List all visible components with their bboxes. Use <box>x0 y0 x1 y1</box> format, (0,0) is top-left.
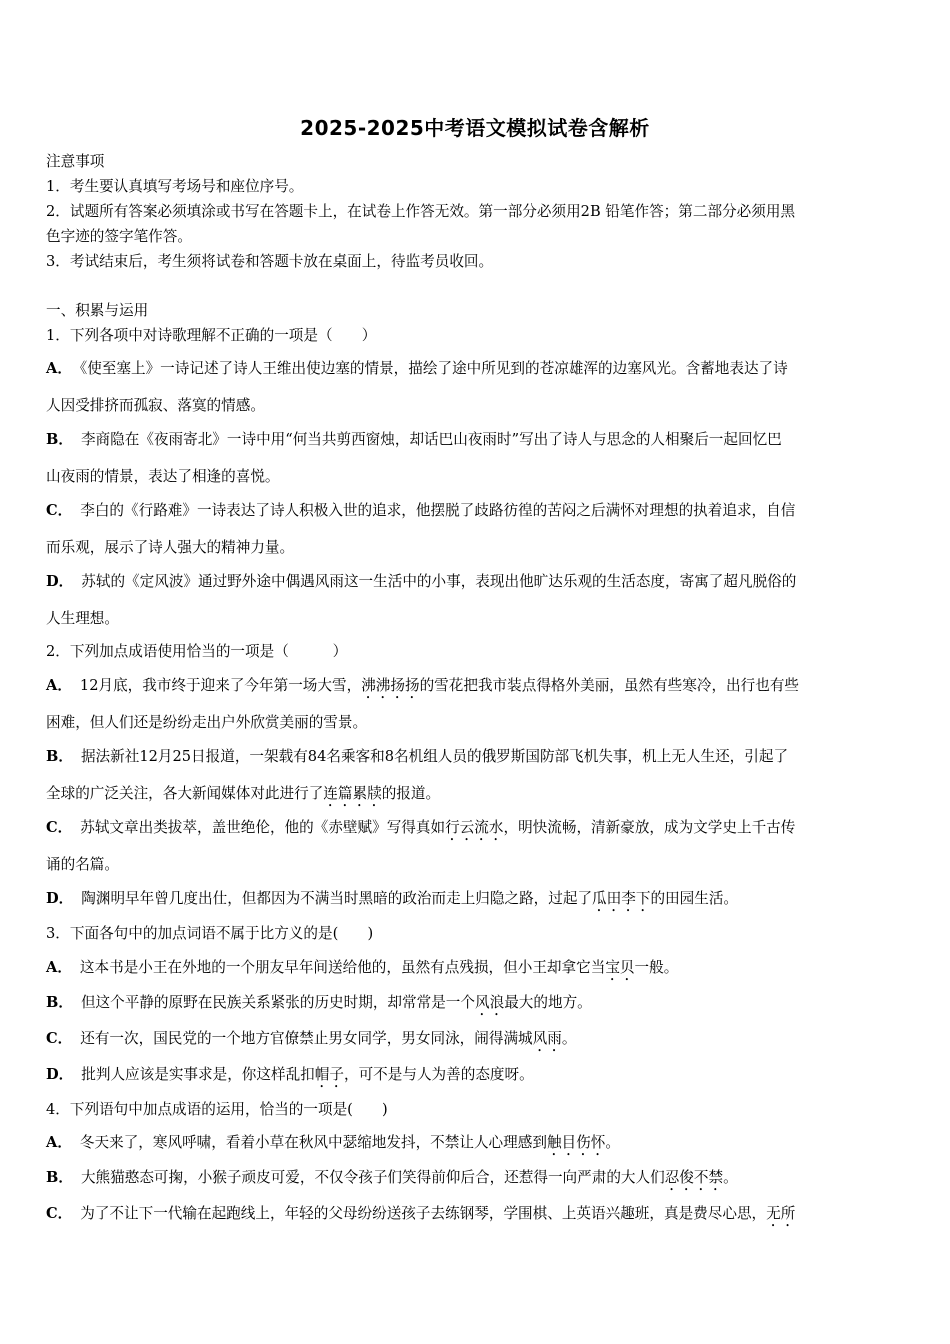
option-text: 冬天来了，寒风呼啸，看着小草在秋风中瑟缩地发抖，不禁让人心理感到 <box>79 1134 547 1151</box>
option-label: A． <box>46 1134 72 1151</box>
dotted-idiom: 行云流水 <box>445 819 504 836</box>
option-text: 最大的地方。 <box>504 994 592 1011</box>
option-text: 。 <box>605 1134 620 1151</box>
option-text-continued: 人因受排挤而孤寂、落寞的情感。 <box>46 397 265 414</box>
dotted-word: 帽子 <box>314 1066 344 1083</box>
option-label: A． <box>46 959 72 976</box>
dotted-word: 风浪 <box>474 994 505 1011</box>
option-text-continued: 诵的名篇。 <box>46 856 119 873</box>
dotted-word: 宝贝 <box>605 959 635 976</box>
option-a[interactable] <box>46 676 906 702</box>
notice-item: 3．考试结束后，考生须将试卷和答题卡放在桌面上，待监考员收回。 <box>46 253 494 270</box>
dotted-idiom: 无所 <box>766 1205 796 1222</box>
option-label: C． <box>46 502 73 519</box>
option-a[interactable] <box>46 359 906 379</box>
question-stem: 2．下列加点成语使用恰当的一项是（ ） <box>46 643 348 660</box>
option-label: B． <box>46 994 73 1011</box>
option-d[interactable] <box>46 572 906 592</box>
notice-item: 1．考生要认真填写考场号和座位序号。 <box>46 178 304 195</box>
option-text: 但这个平静的原野在民族关系紧张的历史时期，却常常是一个 <box>80 994 475 1011</box>
option-text-continued: 困难，但人们还是纷纷走出户外欣赏美丽的雪景。 <box>46 714 368 731</box>
option-b[interactable] <box>46 430 906 450</box>
option-c[interactable] <box>46 1029 906 1055</box>
option-text-continued <box>46 784 906 810</box>
dotted-word: 风雨 <box>532 1030 562 1047</box>
section-heading: 一、积累与运用 <box>46 302 149 319</box>
question-stem: 4．下列语句中加点成语的运用，恰当的一项是( ) <box>46 1101 388 1118</box>
option-text: 为了不让下一代输在起跑线上，年轻的父母纷纷送孩子去练钢琴，学围棋、上英语兴趣班，真是费尽心思， <box>80 1205 767 1222</box>
option-text: 《使至塞上》一诗记述了诗人王维出使边塞的情景，描绘了途中所见到的苍凉雄浑的边塞风光。含蓄地表达了诗 <box>79 360 788 377</box>
dotted-idiom: 连篇累牍 <box>323 785 382 802</box>
option-text: 这本书是小王在外地的一个朋友早年间送给他的，虽然有点残损，但小王却拿它当 <box>79 959 606 976</box>
option-text: 。 <box>723 1169 738 1186</box>
question-stem: 1．下列各项中对诗歌理解不正确的一项是（ ） <box>46 327 377 344</box>
option-text: 大熊猫憨态可掬，小猴子顽皮可爱，不仅令孩子们笑得前仰后合，还惹得一向严肃的大人们 <box>80 1169 665 1186</box>
option-b[interactable] <box>46 747 906 767</box>
option-text: ，明快流畅，清新豪放，成为文学史上千古传 <box>503 819 796 836</box>
option-text-continued: 山夜雨的情景，表达了相逢的喜悦。 <box>46 468 280 485</box>
option-label: B． <box>46 748 73 765</box>
option-text: 的雪花把我市装点得格外美丽，虽然有些寒冷，出行也有些 <box>419 677 800 694</box>
option-d[interactable] <box>46 889 906 915</box>
option-b[interactable] <box>46 993 906 1019</box>
option-text: 李白的《行路难》一诗表达了诗人积极入世的追求，他摆脱了歧路彷徨的苦闷之后满怀对理想的执着追求，自信 <box>80 502 796 519</box>
option-text-continued: 而乐观，展示了诗人强大的精神力量。 <box>46 539 295 556</box>
option-label: A． <box>46 677 72 694</box>
option-text-continued: 人生理想。 <box>46 610 119 627</box>
option-b[interactable] <box>46 1168 906 1194</box>
option-label: A． <box>46 360 72 377</box>
option-text: 的报道。 <box>381 785 441 802</box>
dotted-idiom: 瓜田李下 <box>592 890 651 907</box>
option-text: 12月底，我市终于迎来了今年第一场大雪， <box>79 677 362 694</box>
option-c[interactable] <box>46 818 906 844</box>
option-text: 全球的广泛关注，各大新闻媒体对此进行了 <box>46 785 324 802</box>
option-label: D． <box>46 890 74 907</box>
option-label: D． <box>46 1066 74 1083</box>
option-label: C． <box>46 1030 73 1047</box>
option-text: 一般。 <box>634 959 679 976</box>
option-label: C． <box>46 819 73 836</box>
option-text: 批判人应该是实事求是，你这样乱扣 <box>81 1066 315 1083</box>
option-text: 据法新社12月25日报道，一架载有84名乘客和8名机组人员的俄罗斯国防部飞机失事，机上无人生还，引起了 <box>80 748 789 765</box>
option-c[interactable] <box>46 1204 906 1230</box>
option-label: B． <box>46 431 73 448</box>
option-text: 苏轼的《定风波》通过野外途中偶遇风雨这一生活中的小事，表现出他旷达乐观的生活态度，寄寓了超凡脱俗的 <box>81 573 797 590</box>
option-text: 苏轼文章出类拔萃，盖世绝伦，他的《赤壁赋》写得真如 <box>80 819 446 836</box>
dotted-idiom: 忍俊不禁 <box>664 1169 724 1186</box>
notice-item: 2．试题所有答案必须填涂或书写在答题卡上，在试卷上作答无效。第一部分必须用2B 铅笔作答；第二部分必须用黑 <box>46 203 796 220</box>
question-stem: 3．下面各句中的加点词语不属于比方义的是( ) <box>46 925 374 942</box>
dotted-idiom: 触目伤怀 <box>546 1134 606 1151</box>
option-label: C． <box>46 1205 73 1222</box>
option-a[interactable] <box>46 1133 906 1159</box>
option-text: 的田园生活。 <box>650 890 739 907</box>
option-text: ，可不是与人为善的态度呀。 <box>343 1066 534 1083</box>
option-label: D． <box>46 573 74 590</box>
notice-heading: 注意事项 <box>46 153 105 170</box>
dotted-idiom: 沸沸扬扬 <box>361 677 420 694</box>
option-text: 还有一次，国民党的一个地方官僚禁止男女同学，男女同泳，闹得满城 <box>80 1030 533 1047</box>
option-text: 陶渊明早年曾几度出仕，但都因为不满当时黑暗的政治而走上归隐之路，过起了 <box>81 890 593 907</box>
page-title: 2025-2025中考语文模拟试卷含解析 <box>300 116 650 140</box>
notice-item: 色字迹的签字笔作答。 <box>46 228 192 245</box>
option-label: B． <box>46 1169 73 1186</box>
option-c[interactable] <box>46 501 906 521</box>
option-text: 。 <box>561 1030 577 1047</box>
option-text: 李商隐在《夜雨寄北》一诗中用“何当共剪西窗烛，却话巴山夜雨时”写出了诗人与思念的人相聚后一起回忆巴 <box>80 431 782 448</box>
option-a[interactable] <box>46 958 906 984</box>
option-d[interactable] <box>46 1065 906 1091</box>
